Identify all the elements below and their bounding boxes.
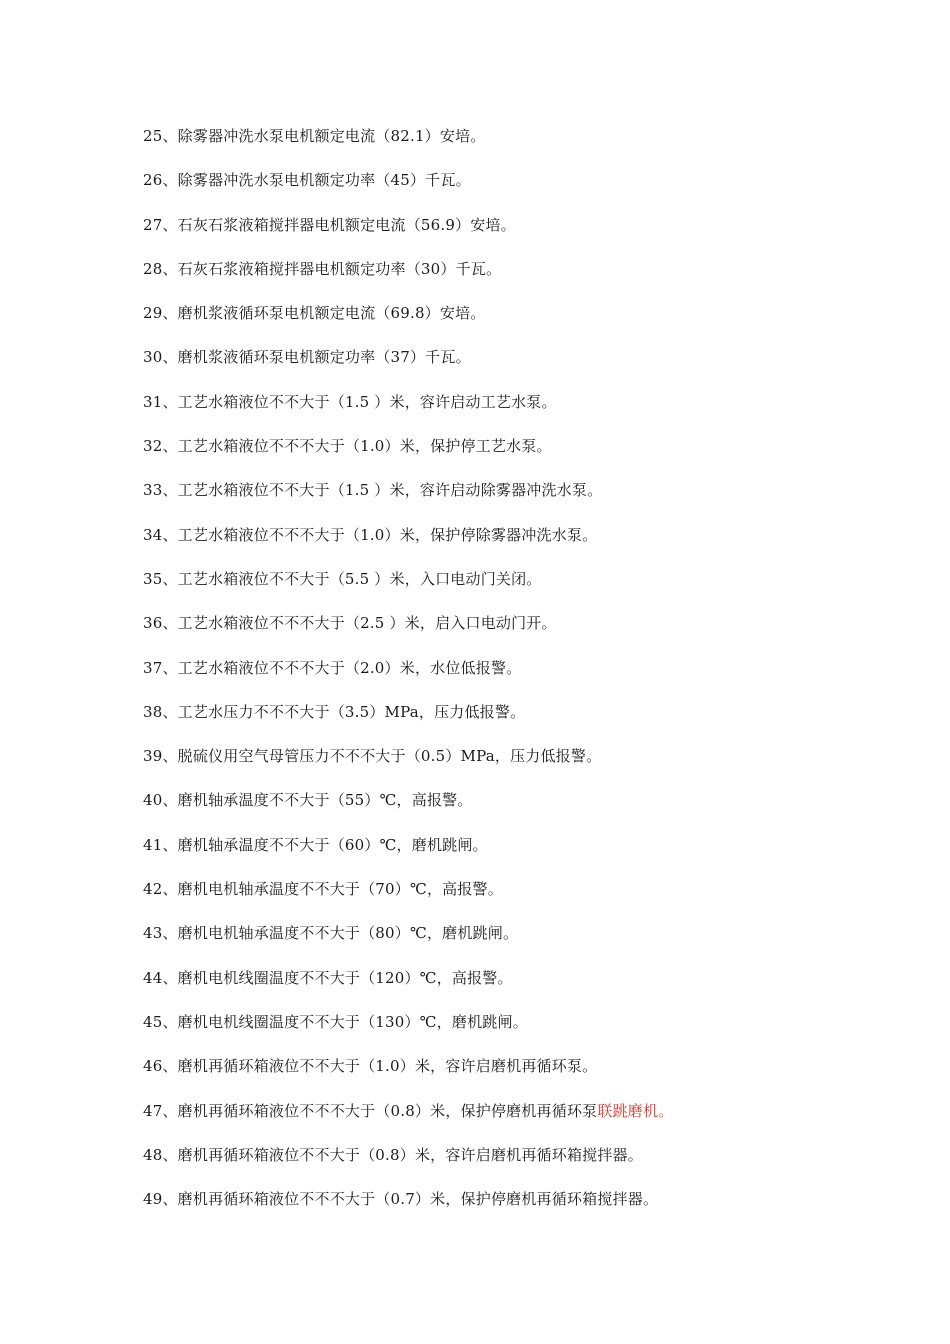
list-item: 32、工艺水箱液位不不不大于（1.0）米，保护停工艺水泵。	[143, 437, 552, 456]
list-item: 37、工艺水箱液位不不不大于（2.0）米，水位低报警。	[143, 658, 522, 677]
list-item: 27、石灰石浆液箱搅拌器电机额定电流（56.9）安培。	[143, 215, 516, 234]
list-item: 25、除雾器冲洗水泵电机额定电流（82.1）安培。	[143, 127, 486, 145]
list-item: 35、工艺水箱液位不不大于（5.5 ）米，入口电动门关闭。	[143, 569, 542, 588]
list-item: 45、磨机电机线圈温度不不大于（130）℃，磨机跳闸。	[143, 1012, 528, 1031]
list-item: 49、磨机再循环箱液位不不不大于（0.7）米，保护停磨机再循环箱搅拌器。	[143, 1190, 659, 1209]
list-item: 36、工艺水箱液位不不不大于（2.5 ）米，启入口电动门开。	[143, 614, 557, 633]
list-item: 39、脱硫仪用空气母管压力不不不大于（0.5）MPa，压力低报警。	[143, 747, 602, 766]
list-item: 48、磨机再循环箱液位不不大于（0.8）米，容许启磨机再循环箱搅拌器。	[143, 1145, 643, 1164]
list-item: 41、磨机轴承温度不不大于（60）℃，磨机跳闸。	[143, 835, 488, 854]
list-item: 26、除雾器冲洗水泵电机额定功率（45）千瓦。	[143, 171, 471, 190]
list-item: 43、磨机电机轴承温度不不大于（80）℃，磨机跳闸。	[143, 924, 519, 943]
list-item: 40、磨机轴承温度不不大于（55）℃，高报警。	[143, 791, 473, 810]
list-item: 31、工艺水箱液位不不大于（1.5 ）米，容许启动工艺水泵。	[143, 392, 557, 411]
list-item: 38、工艺水压力不不不大于（3.5）MPa，压力低报警。	[143, 702, 526, 721]
list-item: 42、磨机电机轴承温度不不大于（70）℃，高报警。	[143, 880, 503, 899]
numbered-list	[143, 124, 923, 1231]
list-item: 34、工艺水箱液位不不不大于（1.0）米，保护停除雾器冲洗水泵。	[143, 525, 598, 544]
list-item: 28、石灰石浆液箱搅拌器电机额定功率（30）千瓦。	[143, 259, 502, 278]
list-item: 29、磨机浆液循环泵电机额定电流（69.8）安培。	[143, 304, 486, 323]
list-item: 30、磨机浆液循环泵电机额定功率（37）千瓦。	[143, 348, 471, 367]
list-item: 44、磨机电机线圈温度不不大于（120）℃，高报警。	[143, 968, 513, 987]
list-item: 33、工艺水箱液位不不大于（1.5 ）米，容许启动除雾器冲洗水泵。	[143, 481, 603, 500]
highlighted-text: 联跳磨机。	[597, 1101, 674, 1120]
list-item: 46、磨机再循环箱液位不不大于（1.0）米，容许启磨机再循环泵。	[143, 1057, 598, 1076]
list-item: 47、磨机再循环箱液位不不不大于（0.8）米，保护停磨机再循环泵联跳磨机。	[143, 1101, 674, 1120]
